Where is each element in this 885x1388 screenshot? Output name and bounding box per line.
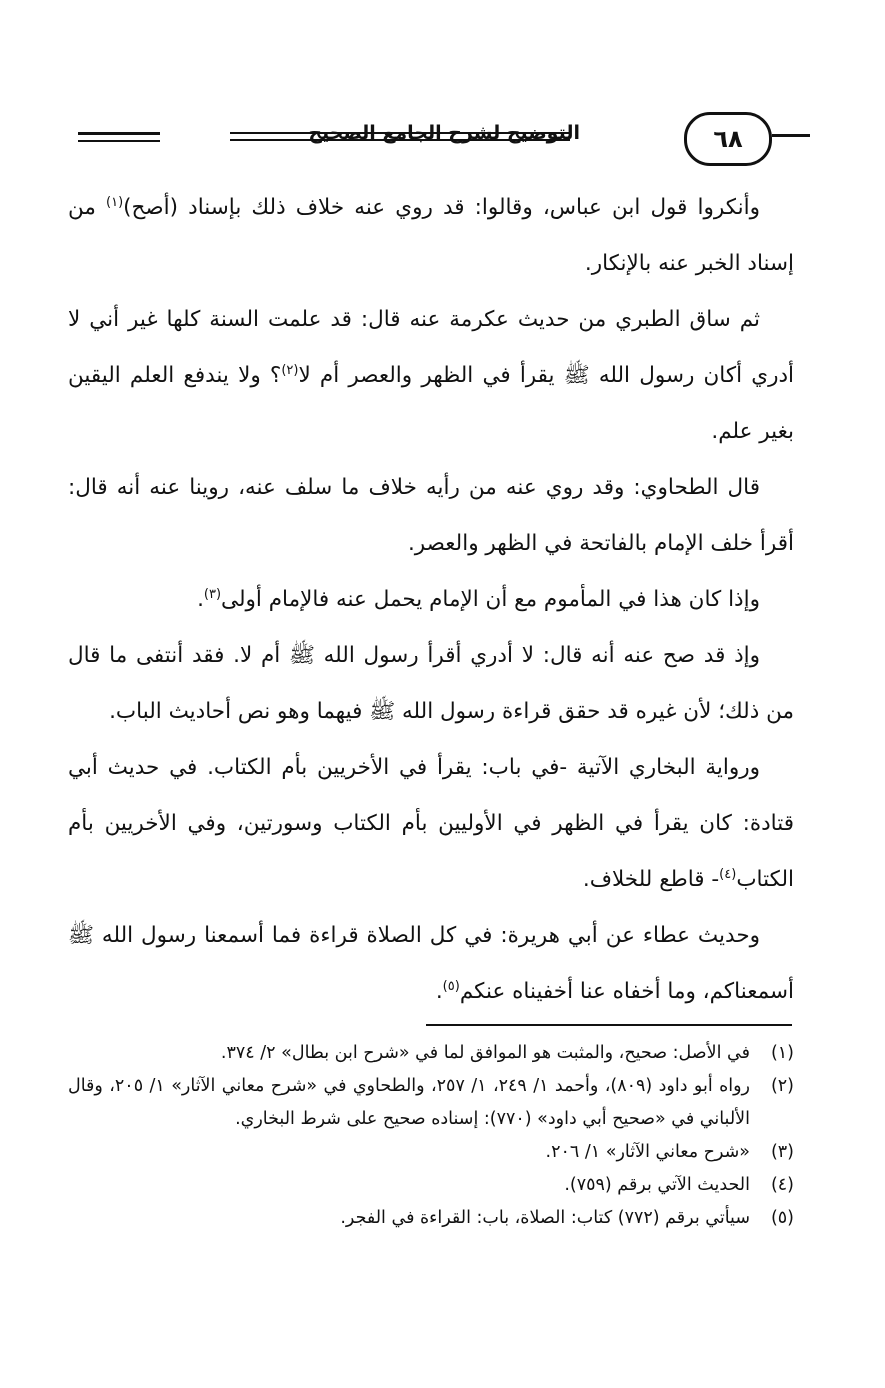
footnote [68,1070,794,1136]
footnote-text: «شرح معاني الآثار» ١/ ٢٠٦. [545,1142,750,1162]
footnote-number: (٣) [770,1142,794,1162]
footnote-separator [426,1024,792,1026]
paragraph [68,292,794,460]
footnote-ref: (٢) [281,362,299,378]
page-number: ٦٨ [684,112,772,166]
paragraph [68,460,794,572]
paragraph [68,628,794,740]
footnote [68,1136,794,1169]
footnote-text: رواه أبو داود (٨٠٩)، وأحمد ١/ ٢٤٩، ١/ ٢٥٧، والطحاوي في «شرح معاني الآثار» ١/ ٢٠٥، وقال الألباني في «صحيح أبي داود» (٧٧٠): إسناده صحيح على شرط البخاري. [68,1076,751,1129]
footnote-text: في الأصل: صحيح، والمثبت هو الموافق لما في «شرح ابن بطال» ٢/ ٣٧٤. [220,1043,750,1063]
paragraph [68,740,794,908]
paragraph-text: ثم ساق الطبري من حديث عكرمة عنه قال: قد علمت السنة كلها غير أني لا أدري أكان رسول الله ﷺ يقرأ في الظهر والعصر أم لا [68,307,795,388]
paragraph-text: - قاطع للخلاف. [582,867,720,892]
paragraph-text: ؟ ولا يندفع العلم اليقين بغير علم. [68,363,794,444]
paragraph [68,180,794,292]
header-rule-left [78,132,160,135]
footnote-ref: (٥) [442,978,460,994]
paragraph-text: قال الطحاوي: وقد روي عنه من رأيه خلاف ما سلف عنه، روينا عنه أنه قال: أقرأ خلف الإمام بالفاتحة في الظهر والعصر. [68,475,794,556]
footnote-number: (٤) [770,1175,794,1195]
footnote-ref: (١) [106,194,124,210]
footnote [68,1169,794,1202]
header-rule-right [772,134,810,137]
running-header [70,110,810,170]
footnote [68,1037,794,1070]
paragraph-text: . [435,979,443,1004]
footnotes [68,1037,794,1235]
footnote-number: (٢) [770,1076,794,1096]
header-rule-left-2 [78,140,160,142]
footnote-text: سيأتي برقم (٧٧٢) كتاب: الصلاة، باب: القراءة في الفجر. [340,1208,750,1228]
paragraph-text: وإذا كان هذا في المأموم مع أن الإمام يحمل عنه فالإمام أولى [221,587,760,612]
main-text [68,180,794,1020]
footnote-ref: (٤) [719,866,737,882]
paragraph-text: . [197,587,204,612]
paragraph-text: ورواية البخاري الآتية -في باب: يقرأ في الأخريين بأم الكتاب. في حديث أبي قتادة: كان يقرأ في الظهر في الأوليين بأم الكتاب وسورتين، وفي الأخريين بأم الكتاب [68,755,794,892]
header-title: التوضيح لشرح الجامع الصحيح [308,122,580,144]
footnote [68,1202,794,1235]
paragraph-text: من إسناد الخبر عنه بالإنكار. [68,195,794,276]
footnote-number: (١) [770,1043,794,1063]
paragraph-text: وإذ قد صح عنه أنه قال: لا أدري أقرأ رسول الله ﷺ أم لا. فقد أنتفى ما قال من ذلك؛ لأن غيره قد حقق قراءة رسول الله ﷺ فيهما وهو نص أحاديث الباب. [68,643,794,724]
footnote-text: الحديث الآتي برقم (٧٥٩). [564,1175,750,1195]
paragraph [68,908,794,1020]
paragraph-text: وحديث عطاء عن أبي هريرة: في كل الصلاة قراءة فما أسمعنا رسول الله ﷺ أسمعناكم، وما أخفاه عنا أخفيناه عنكم [68,923,794,1004]
footnote-number: (٥) [770,1208,794,1228]
footnote-ref: (٣) [203,586,222,602]
paragraph [68,572,794,628]
paragraph-text: وأنكروا قول ابن عباس، وقالوا: قد روي عنه خلاف ذلك بإسناد (أصح) [123,195,760,220]
